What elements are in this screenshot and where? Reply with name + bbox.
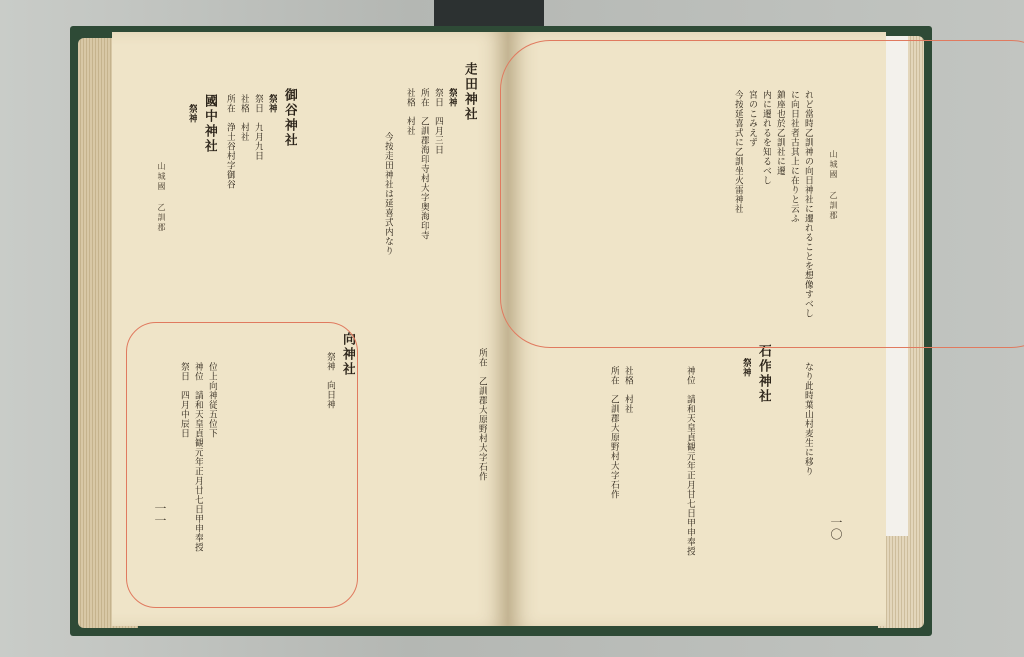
text-column: 神位 請和天皇貞観元年正月甘七日甲申奉授: [685, 366, 695, 556]
text-column: 所在 乙訓郡大原野村大字石作: [609, 366, 619, 499]
text-column: 宮のこみえず: [747, 90, 757, 147]
text-column: 祭日 四月中辰日: [179, 362, 189, 438]
heading-muko-shrine: 向神社: [340, 332, 355, 377]
text-column: 神位 請和天皇貞観元年正月廿七日甲申奉授: [193, 362, 203, 552]
right-running-head: 山城國 乙訓郡: [829, 150, 838, 221]
text-column: 社格 村社: [405, 88, 415, 136]
heading-ishitsukuri-shrine: 石作神社: [756, 344, 771, 404]
text-column: 祭神 向日神: [325, 352, 335, 409]
text-column: 所在 浄土谷村字御谷: [225, 94, 235, 189]
text-column: 祭神: [741, 358, 751, 377]
right-page-number: 一〇: [829, 516, 843, 540]
heading-kokuchu-shrine: 國中神社: [202, 94, 217, 154]
text-column: 祭日 九月九日: [253, 94, 263, 161]
left-page-number: 一一: [153, 502, 167, 526]
heading-hashirita-shrine: 走田神社: [462, 62, 477, 122]
highlight-outline-upper-right: [500, 40, 1024, 348]
text-column: 社格 村社: [623, 366, 633, 414]
text-column: 今按走田神社は延喜式内なり: [383, 132, 393, 256]
left-running-head: 山城國 乙訓郡: [157, 162, 166, 233]
text-column: 内に遷れるを知るべし: [761, 90, 771, 185]
text-column: なり此時葉山村麦生に移り: [803, 362, 813, 476]
text-column: に向日社者古其上に在りと云ふ: [789, 90, 799, 223]
text-column: 今按延喜式に乙訓坐火雷神社: [733, 90, 743, 214]
heading-otani-shrine: 御谷神社: [282, 88, 297, 148]
text-column: 位上向神従五位下: [207, 362, 217, 438]
text-column: 祭神: [187, 104, 197, 123]
text-column: 祭神: [447, 88, 457, 107]
text-column: 所在 乙訓郡海印寺村大字奥海印寺: [419, 88, 429, 240]
text-column: 祭日 四月三日: [433, 88, 443, 155]
highlight-outline-lower-left: [126, 322, 358, 608]
text-column: れど當時乙訓神の向日神社に遷れることを想像すべし: [803, 90, 813, 318]
text-column: 鎮座也於乙訓社に遷: [775, 90, 785, 176]
text-column: 祭神: [267, 94, 277, 113]
text-column: 所在 乙訓郡大原野村大字石作: [477, 348, 487, 481]
text-column: 社格 村社: [239, 94, 249, 142]
